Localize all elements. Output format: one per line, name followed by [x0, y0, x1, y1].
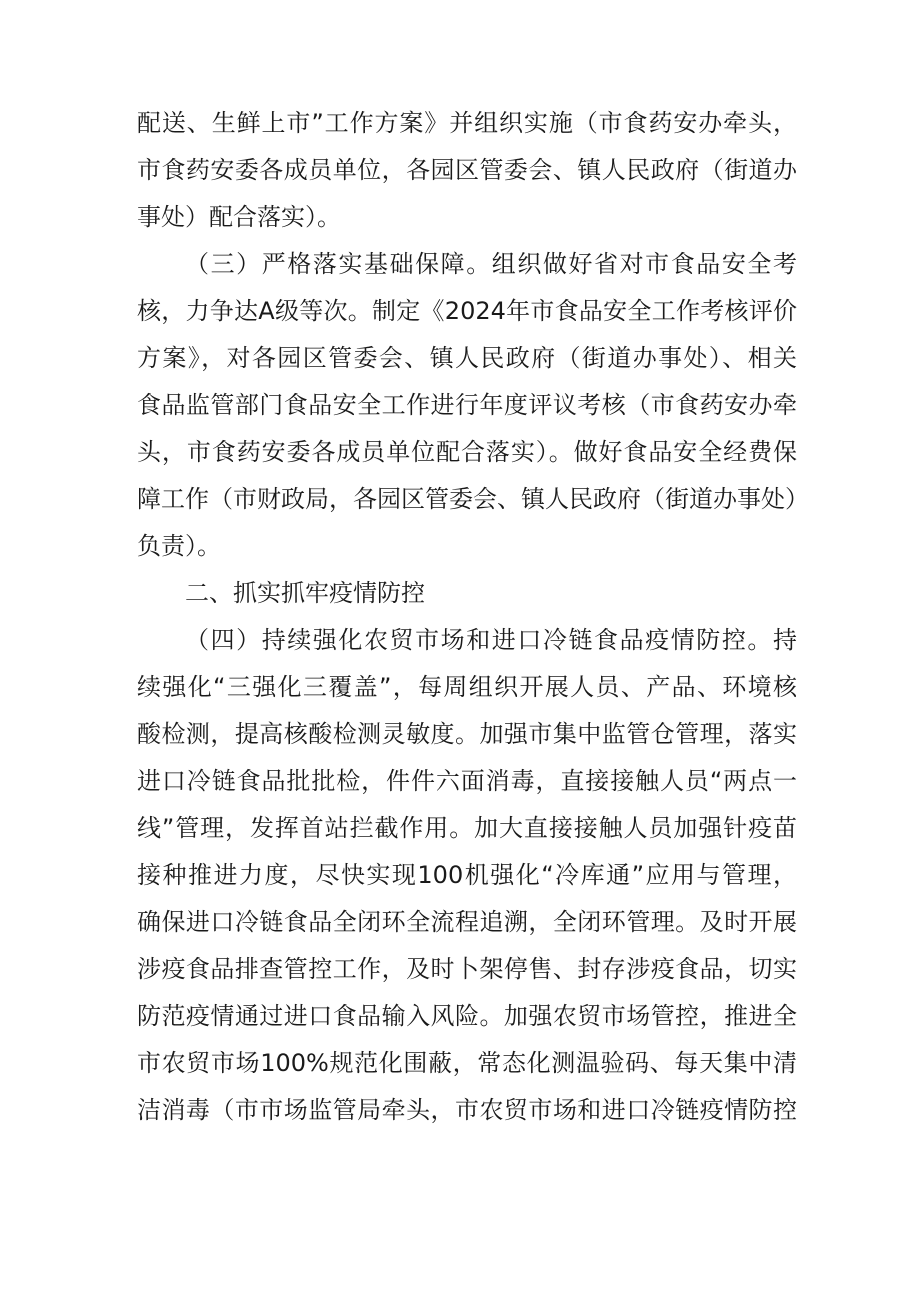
- document-line: 进口冷链食品批批检，件件六面消毒，直接接触人员“两点一: [137, 767, 797, 795]
- document-line: 障工作（市财政局，各园区管委会、镇人民政府（街道办事处）: [137, 485, 809, 513]
- document-line: （三）严格落实基础保障。组织做好省对市食品安全考: [185, 250, 797, 278]
- document-line: 核，力争达A级等次。制定《2024年市食品安全工作考核评价: [137, 297, 797, 325]
- document-line: 洁消毒（市市场监管局牵头，市农贸市场和进口冷链疫情防控: [137, 1096, 797, 1124]
- document-line: 食品监管部门食品安全工作进行年度评议考核（市食药安办牵: [137, 391, 797, 419]
- document-line: 市农贸市场100%规范化围蔽，常态化测温验码、每天集中清: [137, 1049, 797, 1077]
- document-line: 接种推进力度，尽快实现100机强化“冷库通”应用与管理，: [137, 861, 797, 889]
- document-line: 防范疫情通过进口食品输入风险。加强农贸市场管控，推进全: [137, 1002, 797, 1030]
- document-line: 市食药安委各成员单位，各园区管委会、镇人民政府（街道办: [137, 156, 797, 184]
- document-line: 续强化“三强化三覆盖”，每周组织开展人员、产品、环境核: [137, 673, 797, 701]
- document-line: 酸检测，提高核酸检测灵敏度。加强市集中监管仓管理，落实: [137, 720, 797, 748]
- document-line: 确保进口冷链食品全闭环全流程追溯，全闭环管理。及时开展: [137, 908, 797, 936]
- document-line: 涉疫食品排查管控工作，及时卜架停售、封存涉疫食品，切实: [137, 955, 797, 983]
- document-line: 配送、生鲜上市”工作方案》并组织实施（市食药安办牵头，: [137, 109, 797, 137]
- document-line: 方案》，对各园区管委会、镇人民政府（街道办事处）、相关: [137, 344, 797, 372]
- document-line: 二、抓实抓牢疫情防控: [185, 579, 425, 607]
- document-line: 负责）。: [137, 532, 221, 560]
- document-line: 事处）配合落实）。: [137, 203, 341, 231]
- document-body: [137, 100, 809, 1134]
- document-line: 头，市食药安委各成员单位配合落实）。做好食品安全经费保: [137, 438, 797, 466]
- document-line: （四）持续强化农贸市场和进口冷链食品疫情防控。持: [185, 626, 797, 654]
- document-line: 线”管理，发挥首站拦截作用。加大直接接触人员加强针疫苗: [137, 814, 797, 842]
